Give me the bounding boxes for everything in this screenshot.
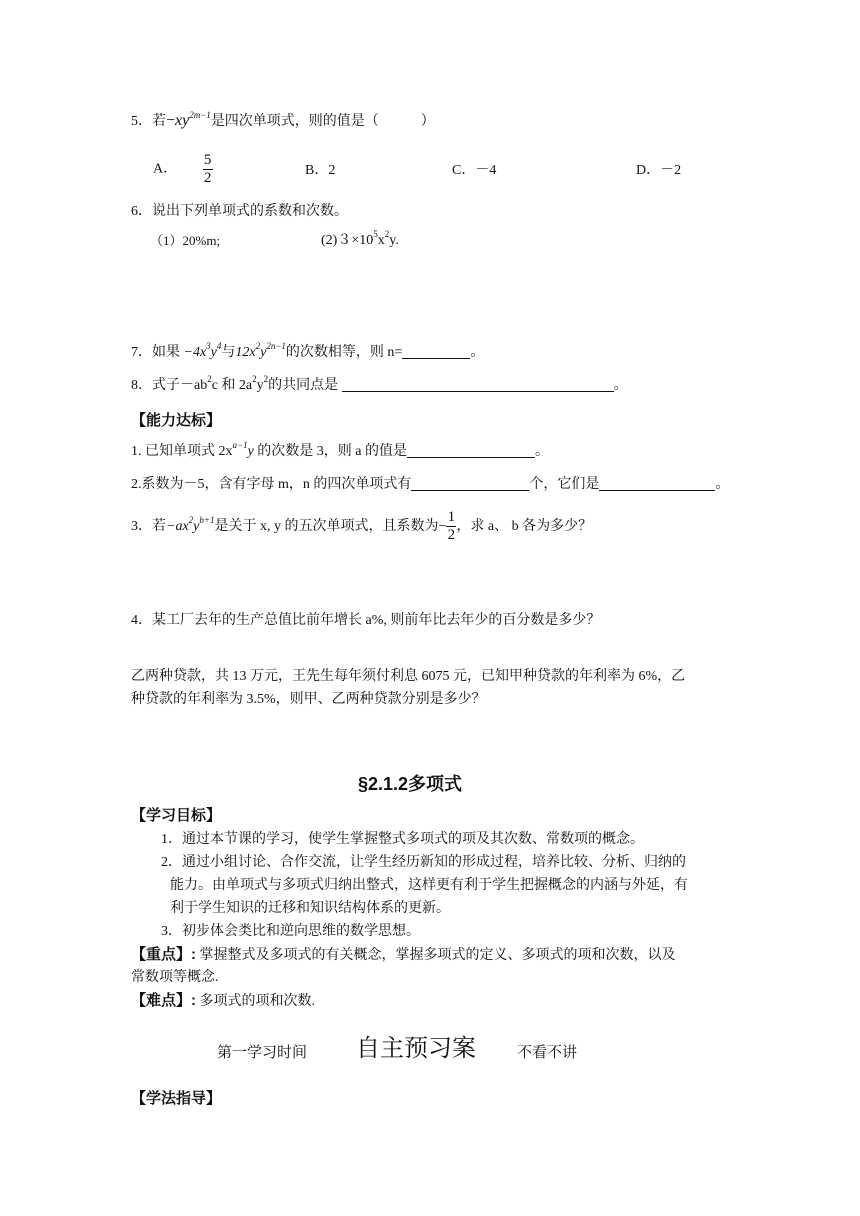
q5-option-a-fraction: $\frac{5}{2}$: [203, 152, 212, 186]
q7-term1: $-4x^3y^4$: [183, 341, 222, 360]
ability-q1-blank: [407, 443, 535, 458]
banner-center: 自主预习案: [356, 1035, 476, 1062]
difficult-point-label: 【难点】:: [131, 992, 196, 1009]
banner-right: 不看不讲: [517, 1044, 578, 1061]
key-point-line2: 常数项等概念.: [131, 970, 219, 985]
q5-tail: 是四次单项式，则的值是（ ）: [210, 114, 435, 129]
q5-expression: $-xy^{2m-1}$: [166, 109, 211, 129]
ability-q3-term: $-ax^2y^{b+1}$: [166, 515, 215, 534]
ability-q1: 1. 已知单项式 $2x^{a-1}y$ 的次数是 3，则 a 的值是 。: [131, 440, 550, 459]
q5-line: [131, 109, 435, 131]
q7-term2: $12x^2y^{2n-1}$: [235, 341, 286, 360]
ability-q2-blank-count: [411, 476, 529, 491]
q5-option-c: C．－4: [452, 163, 497, 178]
section-ability-heading: 【能力达标】: [131, 413, 222, 429]
ability-q2: 2.系数为－5，含有字母 m，n 的四次单项式有 个，它们是 。: [131, 477, 730, 492]
ability-q2-blank-list: [599, 476, 715, 491]
ability-q4: 4．某工厂去年的生产总值比前年增长 a%, 则前年比去年少的百分数是多少？: [131, 613, 601, 628]
difficult-point: 【难点】: 多项式的项和次数.: [131, 992, 315, 1009]
q6-prompt: 6．说出下列单项式的系数和次数。: [131, 204, 348, 219]
q6-item2: $(2)3\times 10^5x^2y$.: [321, 229, 399, 248]
method-heading: 【学法指导】: [131, 1090, 222, 1107]
key-point-label: 【重点】:: [131, 946, 196, 963]
q5-number: 5．若: [131, 114, 166, 129]
q7-line: 7．如果 $-4x^3y^4$与$12x^2y^{2n-1}$的次数相等，则 n= 。: [131, 341, 485, 360]
goal-1: 1．通过本节课的学习，使学生掌握整式多项式的项及其次数、常数项的概念。: [161, 832, 644, 847]
q7-answer-blank: [402, 344, 470, 359]
q8-line: 8．式子$-ab^2c$ 和 $2a^2y^2$的共同点是 。: [131, 374, 628, 393]
goal-2-line1: 2．通过小组讨论、合作交流，让学生经历新知的形成过程，培养比较、分析、归纳的: [161, 855, 686, 870]
q5-option-d: D．－2: [636, 163, 682, 178]
goal-2-line2: 能力。由单项式与多项式归纳出整式，这样更有利于学生把握概念的内涵与外延，有: [170, 878, 688, 893]
q5-option-a: A． $\frac{5}{2}$: [153, 152, 212, 186]
goal-2-line3: 利于学生知识的迁移和知识结构体系的更新。: [170, 901, 450, 916]
goal-3: 3．初步体会类比和逆向思维的数学思想。: [161, 924, 420, 939]
q8-answer-blank: [342, 377, 614, 392]
ability-q5-line2: 种贷款的年利率为 3.5%，则甲、乙两种贷款分别是多少？: [131, 692, 486, 707]
goals-heading: 【学习目标】: [131, 807, 222, 824]
ability-q5-line1: 乙两种贷款，共 13 万元，王先生每年须付利息 6075 元，已知甲种贷款的年利率为 6%，乙: [131, 669, 686, 684]
banner-left: 第一学习时间: [217, 1044, 308, 1061]
ability-q3: 3．若$-ax^2y^{b+1}$是关于 x, y 的五次单项式，且系数为− $\frac{1}{2}$ ，求 a、 b 各为多少？: [131, 509, 593, 544]
ability-q3-fraction: $\frac{1}{2}$: [447, 509, 456, 544]
key-point: 【重点】: 掌握整式及多项式的有关概念，掌握多项式的定义、多项式的项和次数，以及: [131, 946, 676, 963]
section-title: §2.1.2多项式: [358, 774, 463, 794]
q6-item1: （1）20%m;: [150, 233, 221, 248]
q5-option-b: B．2: [305, 163, 336, 178]
